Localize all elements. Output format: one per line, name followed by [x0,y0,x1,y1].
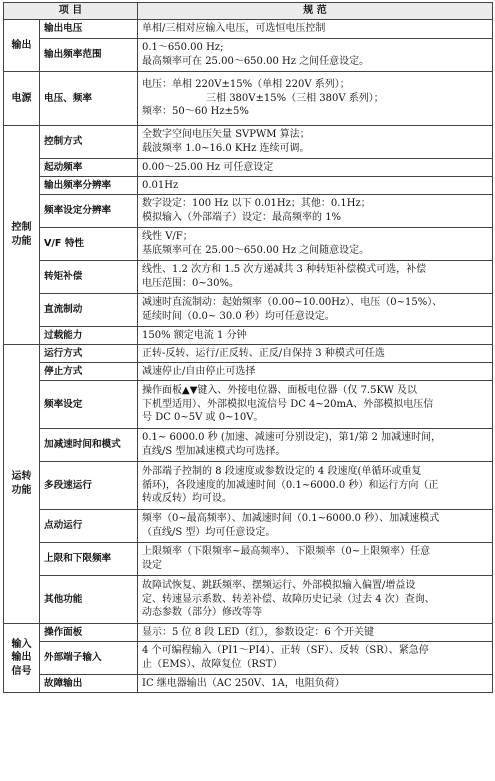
spec-value: 显示：5 位 8 段 LED（红），参数设定：6 个开关键 [138,624,493,642]
group-label: 电源 [4,72,40,126]
item-label: 多段速运行 [40,462,138,510]
spec-value: 150% 额定电流 1 分钟 [138,327,493,345]
item-label: 加减速时间和模式 [40,429,138,462]
item-label: 电压、频率 [40,72,138,126]
item-label: 直流制动 [40,294,138,327]
spec-value: 线性、1.2 次方和 1.5 次方递减共 3 种转矩补偿模式可选，补偿 电压范围：0~30%。 [138,261,493,294]
item-label: 输出频率范围 [40,39,138,72]
spec-value: 0.1~ 6000.0 秒 (加速、减速可分别设定)，第1/第 2 加减速时间， 直线/S 型加减速模式均可选择。 [138,429,493,462]
item-label: 输出频率分辨率 [40,177,138,195]
item-label: 频率设定分辨率 [40,195,138,228]
item-label: 频率设定 [40,381,138,429]
item-label: 上限和下限频率 [40,543,138,576]
spec-value: 0.01Hz [138,177,493,195]
spec-value: 频率（0~最高频率）、加减速时间（0.1~6000.0 秒）、加减速模式 （直线/S 型）均可任意设定。 [138,510,493,543]
spec-value: 单相/三相对应输入电压，可选恒电压控制 [138,20,493,39]
spec-value: IC 继电器输出（AC 250V、1A，电阻负荷） [138,675,493,693]
item-label: 运行方式 [40,345,138,363]
spec-value: 减速时直流制动：起始频率（0.00~10.00Hz）、电压（0~15%）、 延续时间（0.0~ 30.0 秒）均可任意设定。 [138,294,493,327]
spec-value: 故障试恢复、跳跃频率、摆频运行、外部模拟输入偏置/增益设 定、转速显示系数、转差补偿、故障历史记录（过去 4 次）查询、 动态参数（部分）修改等等 [138,576,493,624]
spec-value: 上限频率（下限频率~最高频率）、下限频率（0~上限频率）任意 设定 [138,543,493,576]
group-label: 输出 [4,20,40,72]
item-label: 其他功能 [40,576,138,624]
item-label: 控制方式 [40,126,138,159]
spec-value: 全数字空间电压矢量 SVPWM 算法； 载波频率 1.0~16.0 KHz 连续可调。 [138,126,493,159]
group-label: 运转功能 [4,345,40,624]
spec-value: 操作面板▲▼键入、外接电位器、面板电位器（仅 7.5KW 及以 下机型适用）、外部模拟电流信号 DC 4~20mA、外部模拟电压信 号 DC 0~5V 或 0~10V。 [138,381,493,429]
item-label: 输出电压 [40,20,138,39]
spec-value: 减速停止/自由停止可选择 [138,363,493,381]
spec-value: 正转-反转、运行/正反转、正反/自保持 3 种模式可任选 [138,345,493,363]
spec-value: 4 个可编程输入（PI1～PI4）、正转（SF）、反转（SR）、紧急停 止（EMS）、故障复位（RST） [138,642,493,675]
header-item: 项 目 [4,3,138,20]
item-label: 停止方式 [40,363,138,381]
item-label: 操作面板 [40,624,138,642]
spec-value: 0.1～650.00 Hz; 最高频率可在 25.00～650.00 Hz 之间任意设定。 [138,39,493,72]
item-label: 点动运行 [40,510,138,543]
item-label: V/F 特性 [40,228,138,261]
item-label: 起动频率 [40,159,138,177]
item-label: 外部端子输入 [40,642,138,675]
spec-value: 外部端子控制的 8 段速度或参数设定的 4 段速度(单循环或重复 循环)，各段速度的加减速时间（0.1~6000.0 秒）和运行方向（正 转或反转）均可设。 [138,462,493,510]
spec-value: 线性 V/F； 基底频率可在 25.00～650.00 Hz 之间随意设定。 [138,228,493,261]
item-label: 转矩补偿 [40,261,138,294]
item-label: 故障输出 [40,675,138,693]
spec-value: 电压：单相 220V±15%（单相 220V 系列）； 三相 380V±15%（三相 380V 系列）； 频率：50～60 Hz±5% [138,72,493,126]
item-label: 过载能力 [40,327,138,345]
group-label: 输入输出信号 [4,624,40,693]
spec-value: 数字设定：100 Hz 以下 0.01Hz；其他：0.1Hz； 模拟输入（外部端子）设定：最高频率的 1% [138,195,493,228]
specification-table [3,2,493,693]
header-spec: 规 范 [138,3,493,20]
group-label: 控制功能 [4,126,40,345]
spec-value: 0.00～25.00 Hz 可任意设定 [138,159,493,177]
